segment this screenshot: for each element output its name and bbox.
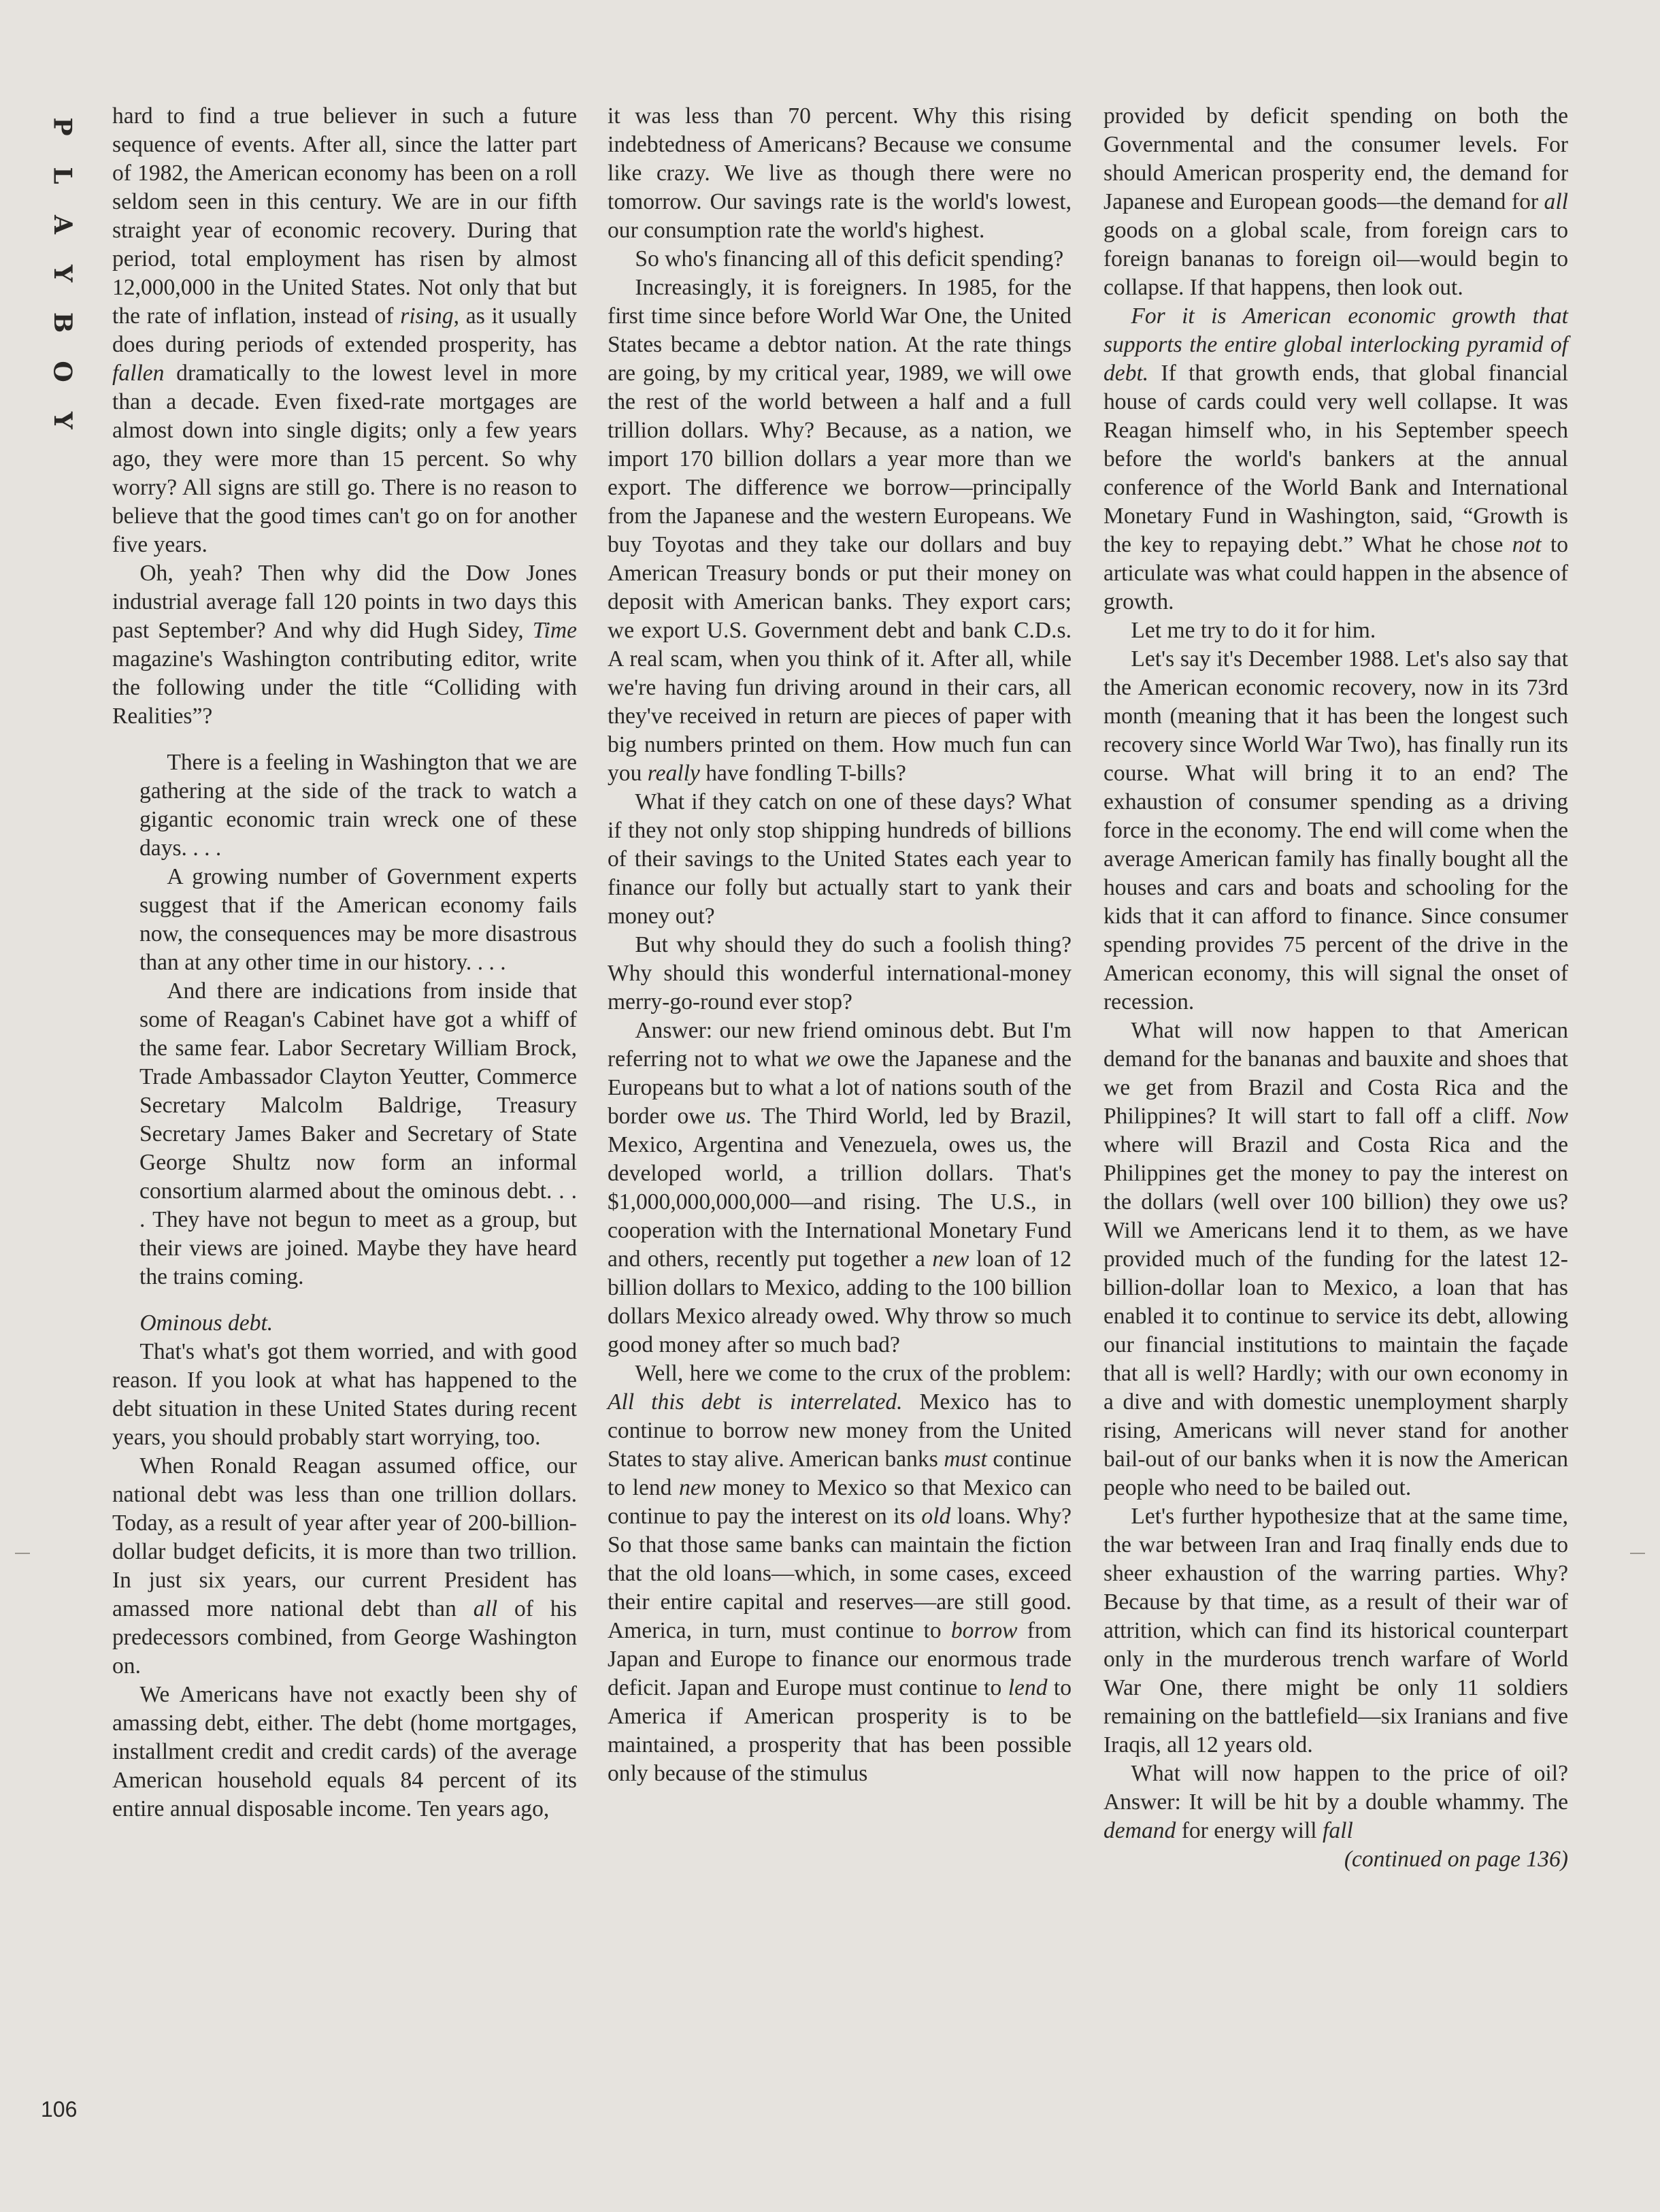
body-paragraph: So who's financing all of this deficit spending? — [635, 246, 1064, 271]
body-paragraph: That's what's got them worried, and with good reason. If you look at what has happened to the debt situation in these United States during recent years, you should probably start worrying, too. — [112, 1339, 577, 1450]
body-paragraph: it was less than 70 percent. Why this rising indebtedness of Americans? Because we consume like crazy. We live as though there were no tomorrow. Our savings rate is the world's lowest, our consumption rate the world's highest. — [608, 103, 1072, 243]
body-paragraph: When Ronald Reagan assumed office, our national debt was less than one trillion dollars. Today, as a result of year after year of 200-billion-dollar budget deficits, it is more than two trillion. In just six years, our current President has amassed more national debt than all of his predecessors combined, from George Washington on. — [112, 1453, 577, 1679]
margin-tick-left — [15, 1553, 30, 1554]
column-2 — [608, 102, 1072, 1788]
masthead-letter: P — [48, 117, 77, 136]
body-paragraph: Well, here we come to the crux of the problem: All this debt is interrelated. Mexico has to continue to borrow new money from the United States to stay alive. American banks must continue to lend new money to Mexico so that Mexico can continue to pay the interest on its old loans. Why? So that those same banks can maintain the fiction that the old loans—which, in some cases, exceed their entire capital and reserves—are still good. America, in turn, must continue to borrow from Japan and Europe to finance our enormous trade deficit. Japan and Europe must continue to lend to America if American prosperity is to be maintained, a prosperity that has been possible only because of the stimulus — [608, 1361, 1072, 1786]
masthead-letter: B — [48, 312, 77, 333]
column-1 — [112, 102, 577, 1823]
section-subhead: Ominous debt. — [139, 1310, 273, 1336]
masthead-letter: A — [48, 215, 77, 234]
body-paragraph: What if they catch on one of these days? What if they not only stop shipping hundreds of billions of their savings to the United States each year to finance our folly but actually start to yank their money out? — [608, 789, 1072, 929]
body-paragraph: Oh, yeah? Then why did the Dow Jones industrial average fall 120 points in two days this past September? And why did Hugh Sidey, Time magazine's Washington contributing editor, write the following under the title “Colliding with Realities”? — [112, 561, 577, 729]
masthead-letter: Y — [48, 265, 77, 282]
body-paragraph: hard to find a true believer in such a future sequence of events. After all, since the latter part of 1982, the American economy has been on a roll seldom seen in this century. We are in our fifth straight year of economic recovery. During that period, total employment has risen by almost 12,000,000 in the United States. Not only that but the rate of inflation, instead of rising, as it usually does during periods of extended prosperity, has fallen dramatically to the lowest level in more than a decade. Even fixed-rate mortgages are almost down into single digits; only a few years ago, they were more than 15 percent. So why worry? All signs are still go. There is no reason to believe that the good times can't go on for another five years. — [112, 103, 577, 557]
body-paragraph: provided by deficit spending on both the Governmental and the consumer levels. For should American prosperity end, the demand for Japanese and European goods—the demand for all goods on a global scale, from foreign cars to foreign bananas to foreign oil—would begin to collapse. If that happens, then look out. — [1103, 103, 1568, 300]
margin-tick-right — [1630, 1553, 1645, 1554]
column-3 — [1103, 102, 1568, 1874]
quote-paragraph: And there are indications from inside that some of Reagan's Cabinet have got a whiff of the same fear. Labor Secretary William Brock, Trade Ambassador Clayton Yeutter, Commerce Secretary Malcolm Baldrige, Treasury Secretary James Baker and Secretary of State George Shultz now form an informal consortium alarmed about the ominous debt. . . . They have not begun to meet as a group, but their views are joined. Maybe they have heard the trains coming. — [139, 978, 577, 1289]
quote-paragraph: There is a feeling in Washington that we are gathering at the side of the track to watch a gigantic economic train wreck one of these days. . . . — [139, 750, 577, 861]
body-paragraph: Let's further hypothesize that at the same time, the war between Iran and Iraq finally ends due to sheer exhaustion of the warring parties. Why? Because by that time, as a result of their war of attrition, which can find its historical counterpart only in the murderous trench warfare of World War One, there might be only 11 soldiers remaining on the battlefield—six Iranians and five Iraqis, all 12 years old. — [1103, 1504, 1568, 1757]
masthead-letter: O — [48, 361, 77, 382]
masthead-letter: L — [48, 167, 77, 184]
body-paragraph: What will now happen to the price of oil? Answer: It will be hit by a double whammy. The demand for energy will fall — [1103, 1761, 1568, 1843]
body-paragraph: Let's say it's December 1988. Let's also say that the American economic recovery, now in its 73rd month (meaning that it has been the longest such recovery since World War Two), has finally run its course. What will bring it to an end? The exhaustion of consumer spending as a driving force in the economy. The end will come when the average American family has finally bought all the houses and cars and boats and schooling for the kids that it can afford to finance. Since consumer spending provides 75 percent of the drive in the American economy, this will signal the onset of recession. — [1103, 646, 1568, 1014]
body-paragraph: We Americans have not exactly been shy of amassing debt, either. The debt (home mortgages, installment credit and credit cards) of the average American household equals 84 percent of its entire annual disposable income. Ten years ago, — [112, 1682, 577, 1821]
block-quote — [139, 748, 577, 1291]
continued-note: (continued on page 136) — [1344, 1847, 1568, 1872]
body-paragraph: For it is American economic growth that supports the entire global interlocking pyramid of debt. If that growth ends, that global financial house of cards could very well collapse. It was Reagan himself who, in his September speech before the world's bankers at the annual conference of the World Bank and International Monetary Fund in Washington, said, “Growth is the key to repaying debt.” What he chose not to articulate was what could happen in the absence of growth. — [1103, 303, 1568, 614]
page-number: 106 — [41, 2097, 78, 2122]
body-paragraph: Increasingly, it is foreigners. In 1985, for the first time since before World War One, the United States became a debtor nation. At the rate things are going, by my critical year, 1989, we will owe the rest of the world between a half and a full trillion dollars. Why? Because, as a nation, we import 170 billion dollars a year more than we export. The difference we borrow—principally from the Japanese and the western Europeans. We buy Toyotas and they take our dollars and buy American Treasury bonds or put their money on deposit with American banks. They export cars; we export U.S. Government debt and bank C.D.s. A real scam, when you think of it. After all, while we're having fun driving around in their cars, all they've received in return are pieces of paper with big numbers printed on them. How much fun can you really have fondling T-bills? — [608, 275, 1072, 786]
quote-paragraph: A growing number of Government experts suggest that if the American economy fails now, the consequences may be more disastrous than at any other time in our history. . . . — [139, 864, 577, 975]
body-paragraph: Let me try to do it for him. — [1131, 618, 1376, 643]
body-paragraph: But why should they do such a foolish thing? Why should this wonderful international-money merry-go-round ever stop? — [608, 932, 1072, 1014]
body-paragraph: What will now happen to that American demand for the bananas and bauxite and shoes that we get from Brazil and Costa Rica and the Philippines? It will start to fall off a cliff. Now where will Brazil and Costa Rica and the Philippines get the money to pay the interest on the dollars (well over 100 billion) they owe us? Will we Americans lend it to them, as we have provided much of the funding for the latest 12-billion-dollar loan to Mexico, a loan that has enabled it to continue to service its debt, allowing our financial institutions to maintain the façade that all is well? Hardly; with our own economy in a dive and with domestic unemployment sharply rising, Americans will never stand for another bail-out of our banks when it is now the American people who need to be bailed out. — [1103, 1018, 1568, 1500]
playboy-masthead — [42, 102, 83, 445]
body-paragraph: Answer: our new friend ominous debt. But I'm referring not to what we owe the Japanese and the Europeans but to what a lot of nations south of the border owe us. The Third World, led by Brazil, Mexico, Argentina and Venezuela, owes us, the developed world, a trillion dollars. That's $1,000,000,000,000—and rising. The U.S., in cooperation with the International Monetary Fund and others, recently put together a new loan of 12 billion dollars to Mexico, adding to the 100 billion dollars Mexico already owed. Why throw so much good money after so much bad? — [608, 1018, 1072, 1357]
masthead-letter: Y — [48, 412, 77, 429]
